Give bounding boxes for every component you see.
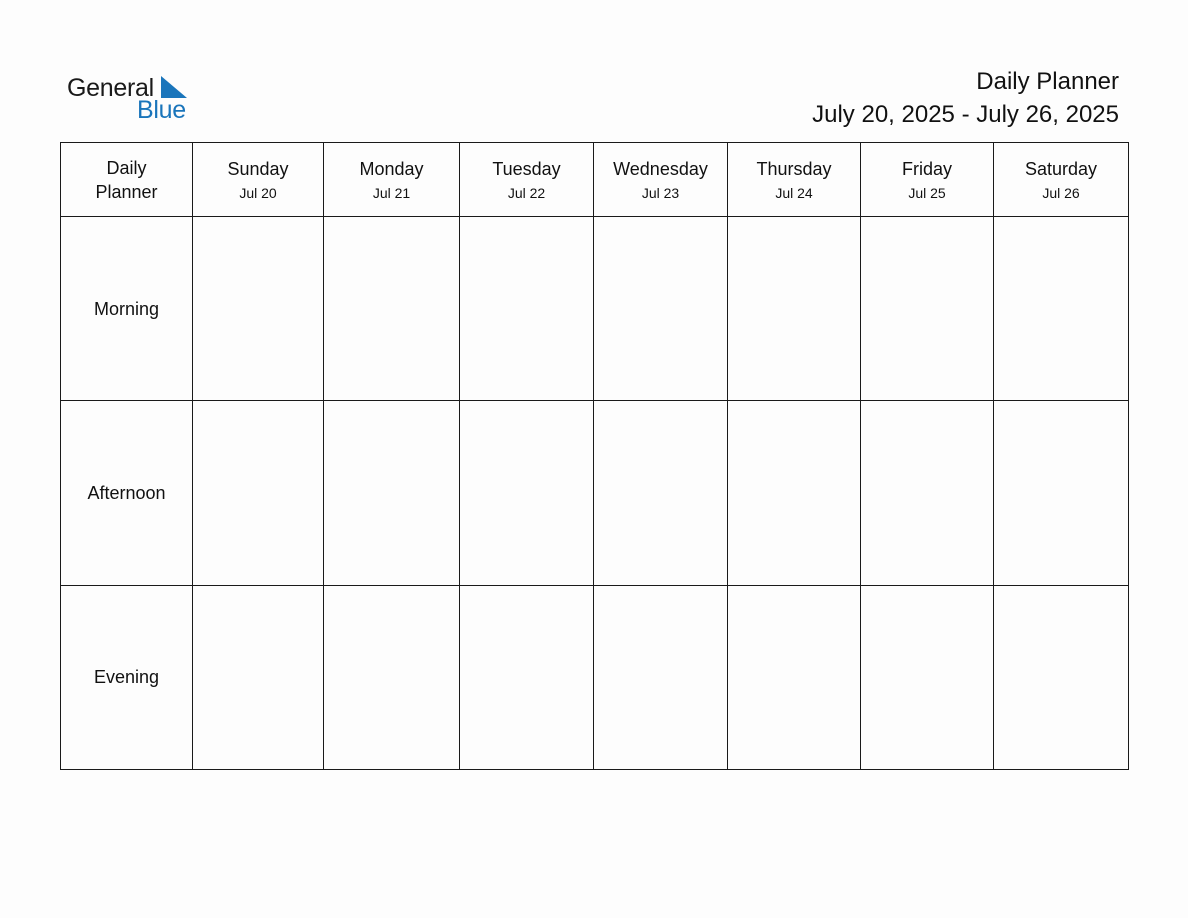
- logo-text-blue: Blue: [137, 96, 186, 124]
- planner-cell-afternoon-wednesday[interactable]: [594, 401, 728, 585]
- page-title: Daily Planner: [976, 68, 1119, 95]
- day-name: Thursday: [756, 158, 832, 179]
- planner-cell-afternoon-saturday[interactable]: [994, 401, 1129, 585]
- planner-cell-evening-tuesday[interactable]: [460, 585, 594, 769]
- period-label-evening: Evening: [93, 667, 160, 688]
- generalblue-logo: [67, 72, 197, 124]
- header-row: [61, 143, 1129, 217]
- period-label-afternoon: Afternoon: [87, 483, 166, 504]
- day-header-thursday: [728, 143, 861, 217]
- row-evening: [61, 585, 1129, 769]
- planner-cell-afternoon-friday[interactable]: [861, 401, 994, 585]
- day-header-saturday: [994, 143, 1129, 217]
- period-label-cell: [61, 401, 193, 585]
- day-date: Jul 26: [1042, 184, 1080, 201]
- planner-cell-evening-sunday[interactable]: [193, 585, 324, 769]
- planner-cell-evening-friday[interactable]: [861, 585, 994, 769]
- planner-cell-morning-wednesday[interactable]: [594, 217, 728, 401]
- planner-cell-afternoon-monday[interactable]: [324, 401, 460, 585]
- day-name: Tuesday: [492, 158, 561, 179]
- day-name: Friday: [901, 158, 952, 179]
- day-header-friday: [861, 143, 994, 217]
- planner-table: [60, 142, 1129, 770]
- day-date: Jul 24: [775, 184, 813, 201]
- day-date: Jul 20: [239, 184, 277, 201]
- planner-cell-evening-thursday[interactable]: [728, 585, 861, 769]
- period-label-morning: Morning: [93, 298, 160, 319]
- day-date: Jul 22: [507, 184, 546, 201]
- period-label-cell: [61, 585, 193, 769]
- triangle-flag-icon: [161, 76, 189, 98]
- planner-cell-evening-saturday[interactable]: [994, 585, 1129, 769]
- date-range: July 20, 2025 - July 26, 2025: [812, 101, 1119, 128]
- corner-label-line1: Daily: [106, 157, 147, 178]
- planner-cell-morning-saturday[interactable]: [994, 217, 1129, 401]
- day-name: Saturday: [1024, 158, 1098, 179]
- row-morning: [61, 217, 1129, 401]
- planner-cell-afternoon-thursday[interactable]: [728, 401, 861, 585]
- day-header-monday: [324, 143, 460, 217]
- corner-label-line2: Planner: [95, 181, 158, 202]
- planner-cell-morning-tuesday[interactable]: [460, 217, 594, 401]
- day-header-tuesday: [460, 143, 594, 217]
- planner-cell-morning-thursday[interactable]: [728, 217, 861, 401]
- row-afternoon: [61, 401, 1129, 585]
- day-header-wednesday: [594, 143, 728, 217]
- period-label-cell: [61, 217, 193, 401]
- day-name: Monday: [359, 158, 424, 179]
- planner-cell-afternoon-tuesday[interactable]: [460, 401, 594, 585]
- day-name: Sunday: [227, 158, 289, 179]
- logo-text-general: General: [67, 74, 154, 102]
- day-date: Jul 25: [908, 184, 946, 201]
- planner-cell-morning-monday[interactable]: [324, 217, 460, 401]
- planner-header: [812, 66, 1119, 132]
- planner-cell-afternoon-sunday[interactable]: [193, 401, 324, 585]
- corner-cell: [61, 143, 193, 217]
- day-header-sunday: [193, 143, 324, 217]
- day-name: Wednesday: [613, 158, 708, 179]
- day-date: Jul 23: [641, 184, 680, 201]
- planner-cell-evening-monday[interactable]: [324, 585, 460, 769]
- planner-cell-evening-wednesday[interactable]: [594, 585, 728, 769]
- planner-cell-morning-sunday[interactable]: [193, 217, 324, 401]
- planner-cell-morning-friday[interactable]: [861, 217, 994, 401]
- day-date: Jul 21: [372, 184, 411, 201]
